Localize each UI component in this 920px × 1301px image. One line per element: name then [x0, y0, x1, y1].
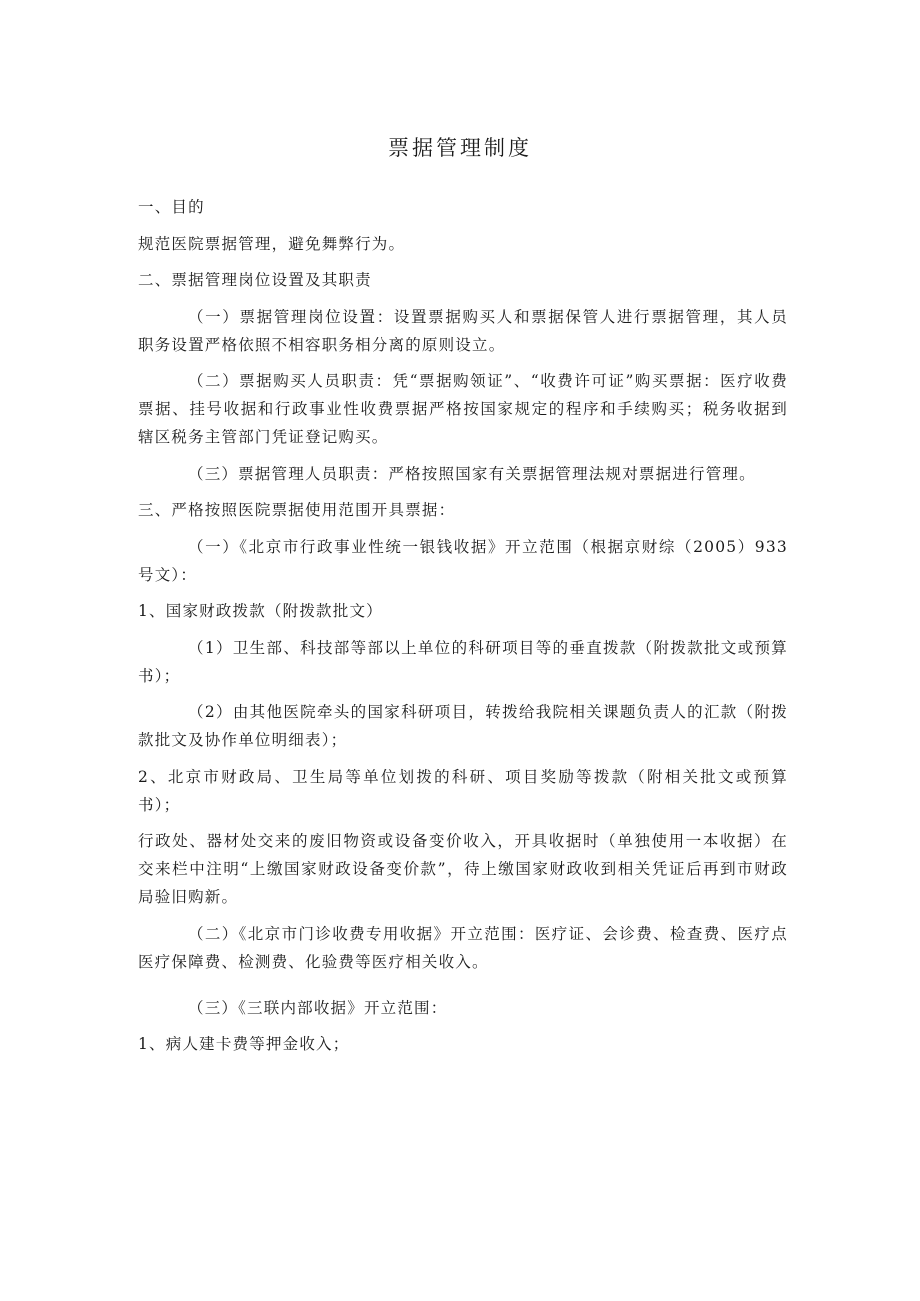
section-heading-purpose: 一、目的: [138, 198, 205, 216]
paragraph-unified-receipt-scope: （一）《北京市行政事业性统一银钱收据》开立范围（根据京财综（2005）933号文）：: [138, 537, 788, 584]
list-item-vertical-funding: （1）卫生部、科技部等部以上单位的科研项目等的垂直拨款（附拨款批文或预算书）；: [138, 638, 788, 685]
paragraph-purpose: 规范医院票据管理，避免舞弊行为。: [138, 234, 406, 253]
list-item-state-funding: 1、国家财政拨款（附拨款批文）: [138, 602, 383, 620]
section-heading-positions: 二、票据管理岗位设置及其职责: [138, 271, 372, 289]
list-item-deposit-income: 1、病人建卡费等押金收入；: [138, 1035, 350, 1053]
paragraph-purchaser-duties: （二）票据购买人员职责：凭“票据购领证”、“收费许可证”购买票据：医疗收费票据、挂号收据和行政事业性收费票据严格按国家规定的程序和手续购买；税务收据到辖区税务主管部门凭证登记购买。: [138, 372, 788, 446]
list-item-transfer-funding: （2）由其他医院牵头的国家科研项目，转拨给我院相关课题负责人的汇款（附拨款批文及协作单位明细表）；: [138, 703, 788, 749]
page-title: 票据管理制度: [388, 136, 532, 160]
paragraph-asset-disposal: 行政处、器材处交来的废旧物资或设备变价收入，开具收据时（单独使用一本收据）在交来栏中注明“上缴国家财政设备变价款”，待上缴国家财政收到相关凭证后再到市财政局验旧购新。: [138, 832, 788, 906]
document-body: [138, 193, 788, 1067]
section-heading-usage-scope: 三、严格按照医院票据使用范围开具票据：: [138, 501, 456, 519]
list-item-city-funding: 2、北京市财政局、卫生局等单位划拨的科研、项目奖励等拨款（附相关批文或预算书）；: [138, 767, 788, 814]
paragraph-internal-receipt-scope: （三）《三联内部收据》开立范围：: [188, 998, 448, 1017]
paragraph-manager-duties: （三）票据管理人员职责：严格按照国家有关票据管理法规对票据进行管理。: [188, 464, 756, 483]
paragraph-position-setup: （一）票据管理岗位设置：设置票据购买人和票据保管人进行票据管理，其人员职务设置严格依照不相容职务相分离的原则设立。: [138, 307, 788, 354]
paragraph-outpatient-receipt-scope: （二）《北京市门诊收费专用收据》开立范围：医疗证、会诊费、检查费、医疗点医疗保障费、检测费、化验费等医疗相关收入。: [138, 924, 788, 971]
